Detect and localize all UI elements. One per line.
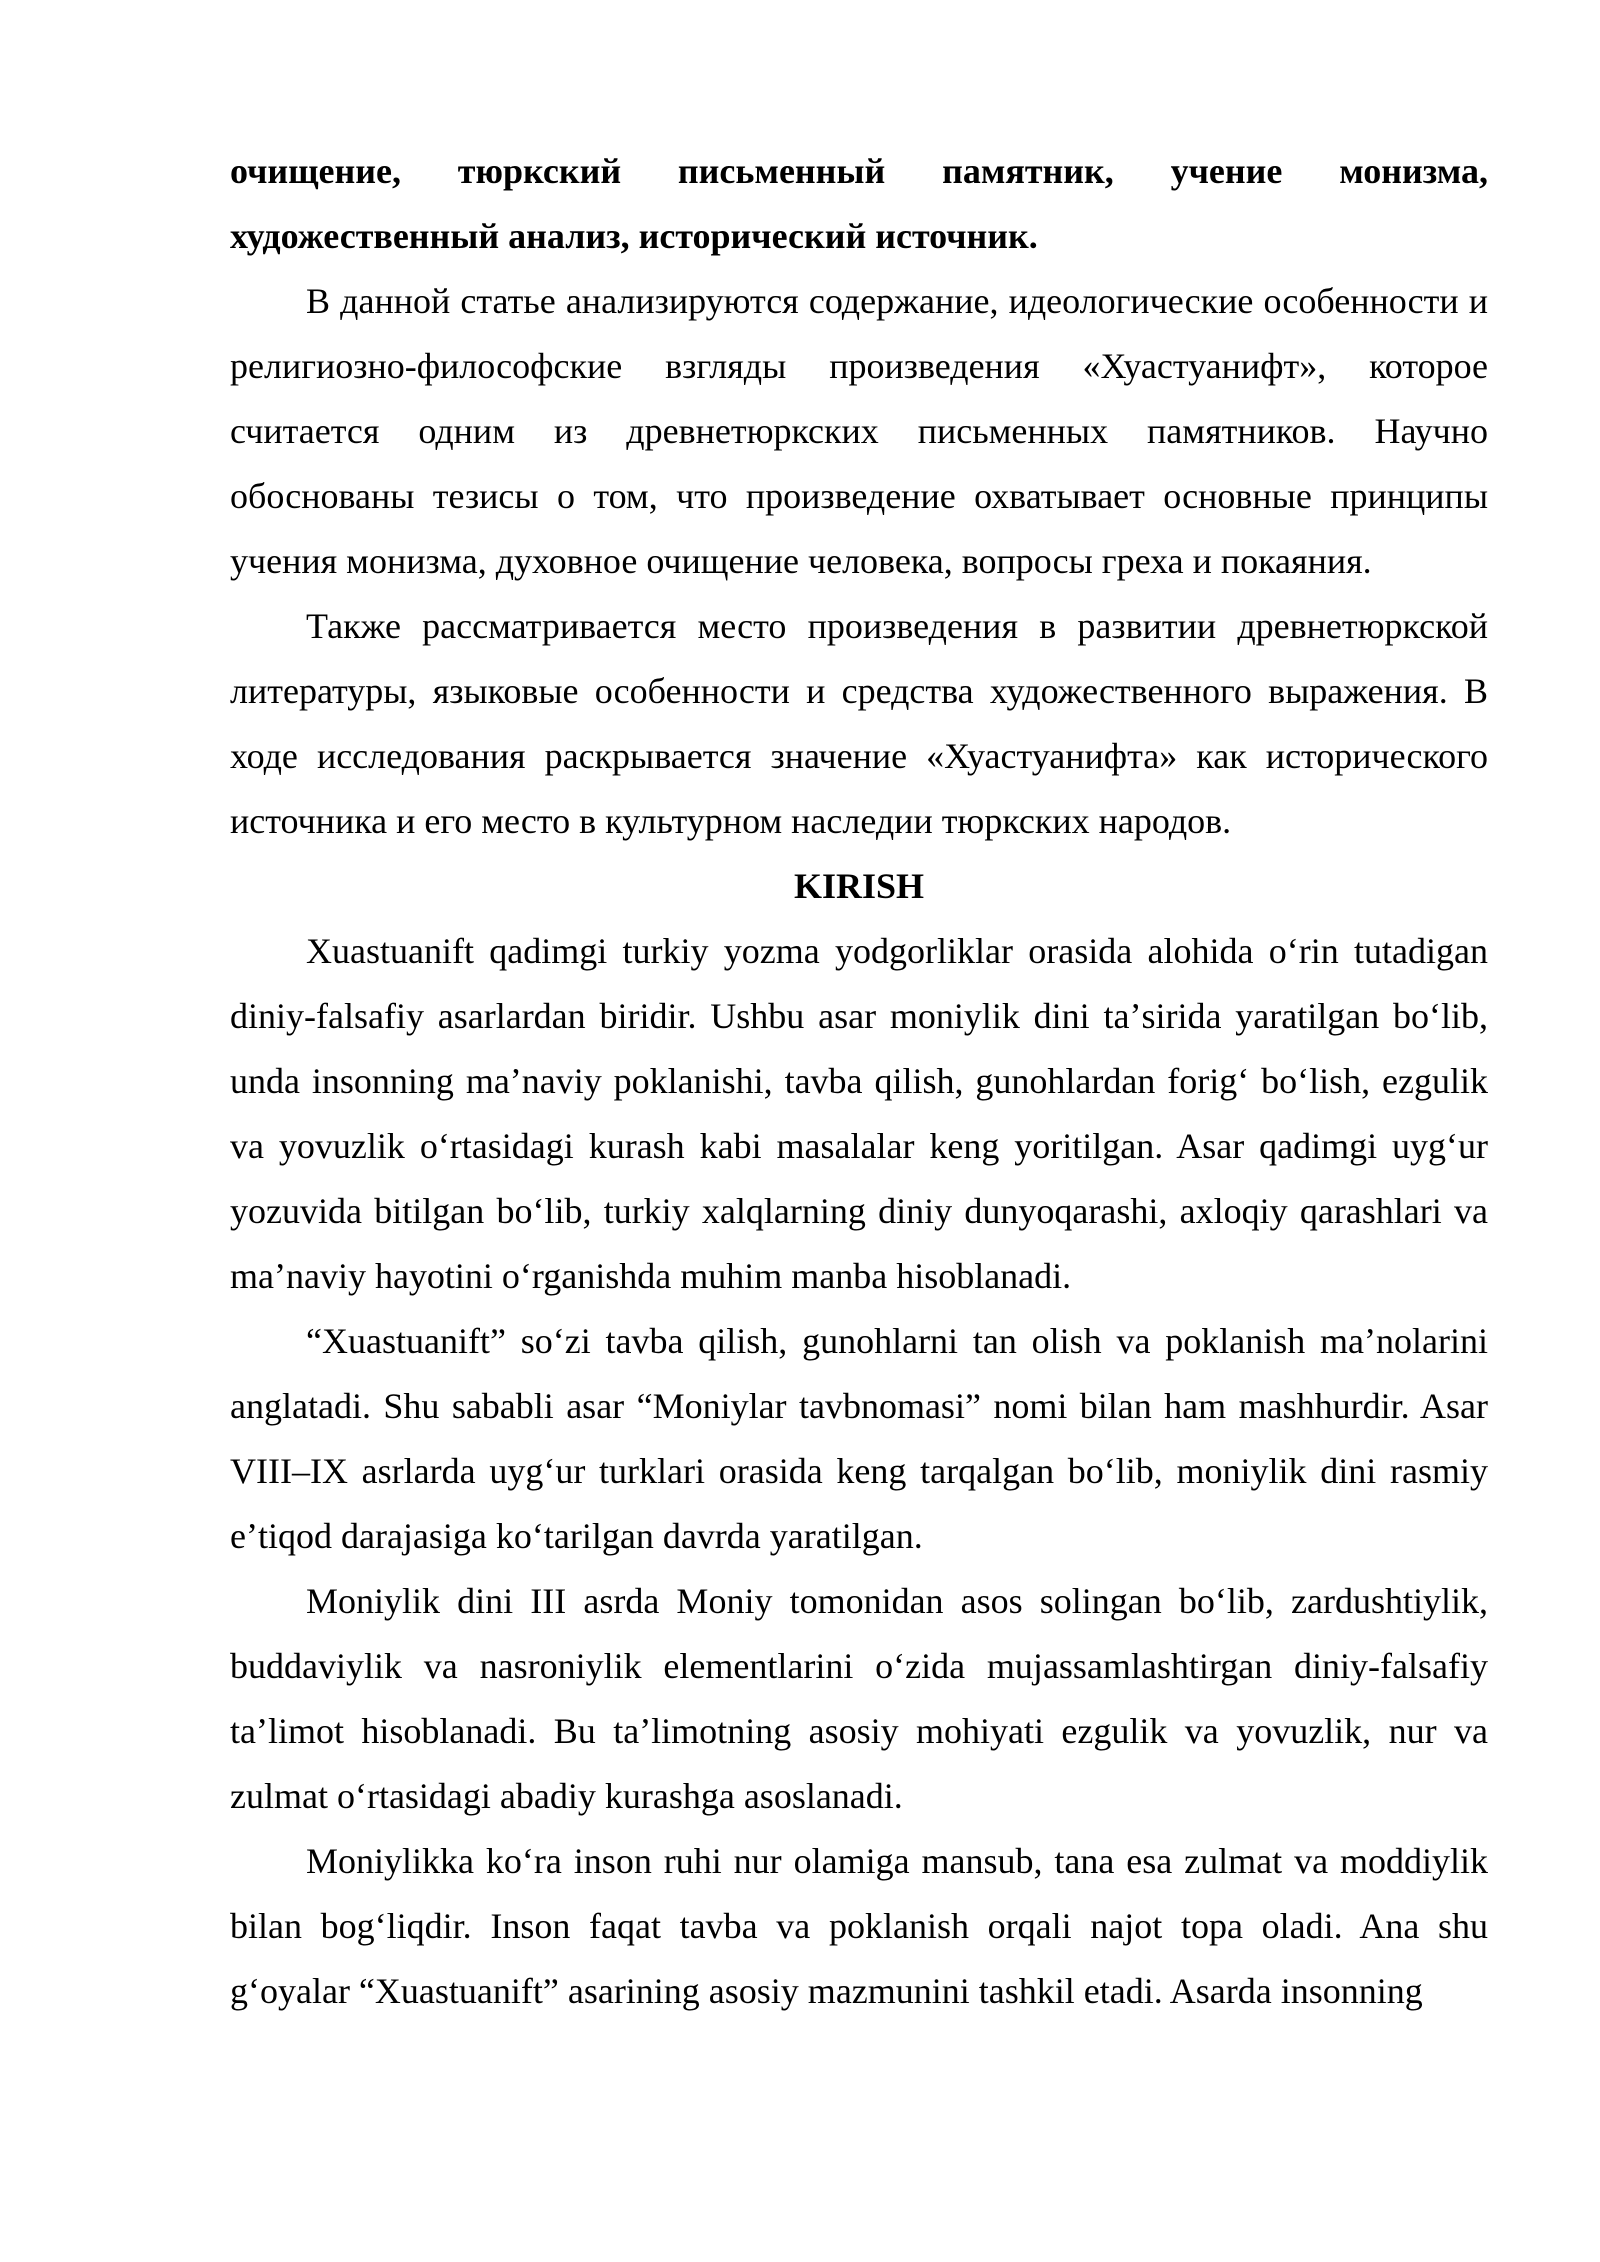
keywords-continuation: очищение, тюркский письменный памятник, учение монизма, художественный анализ, исторический источник. (230, 151, 1488, 256)
body-paragraph-3: Moniylik dini III asrda Moniy tomonidan asos solingan boʻlib, zardushtiylik, buddaviylik va nasroniylik elementlarini oʻzida mujassamlashtirgan diniy-falsafiy taʼlimot hisoblanadi. Bu taʼlimotning asosiy mohiyati ezgulik va yovuzlik, nur va zulmat oʻrtasidagi abadiy kurashga asoslanadi. (230, 1581, 1488, 1816)
abstract-paragraph-1: В данной статье анализируются содержание, идеологические особенности и религиозно-философские взгляды произведения «Хуастуанифт», которое считается одним из древнетюркских письменных памятников. Научно обоснованы тезисы о том, что произведение охватывает основные принципы учения монизма, духовное очищение человека, вопросы греха и покаяния. (230, 281, 1488, 581)
section-heading: KIRISH (793, 866, 925, 906)
body-paragraph-2: “Xuastuanift” soʻzi tavba qilish, gunohlarni tan olish va poklanish maʼnolarini anglatadi. Shu sababli asar “Moniylar tavbnomasi” nomi bilan ham mashhurdir. Asar VIII–IX asrlarda uygʻur turklari orasida keng tarqalgan boʻlib, moniylik dini rasmiy eʼtiqod darajasiga koʻtarilgan davrda yaratilgan. (230, 1321, 1488, 1556)
body-paragraph-4: Moniylikka koʻra inson ruhi nur olamiga mansub, tana esa zulmat va moddiylik bilan bogʻliqdir. Inson faqat tavba va poklanish orqali najot topa oladi. Ana shu gʻoyalar “Xuastuanift” asarining asosiy mazmunini tashkil etadi. Asarda insonning (230, 1841, 1488, 2011)
page-content (230, 139, 1488, 2024)
abstract-paragraph-2: Также рассматривается место произведения в развитии древнетюркской литературы, языковые особенности и средства художественного выражения. В ходе исследования раскрывается значение «Хуастуанифта» как исторического источника и его место в культурном наследии тюркских народов. (230, 606, 1488, 841)
body-paragraph-1: Xuastuanift qadimgi turkiy yozma yodgorliklar orasida alohida oʻrin tutadigan diniy-falsafiy asarlardan biridir. Ushbu asar moniylik dini taʼsirida yaratilgan boʻlib, unda insonning maʼnaviy poklanishi, tavba qilish, gunohlardan forigʻ boʻlish, ezgulik va yovuzlik oʻrtasidagi kurash kabi masalalar keng yoritilgan. Asar qadimgi uygʻur yozuvida bitilgan boʻlib, turkiy xalqlarning diniy dunyoqarashi, axloqiy qarashlari va maʼnaviy hayotini oʻrganishda muhim manba hisoblanadi. (230, 931, 1488, 1296)
